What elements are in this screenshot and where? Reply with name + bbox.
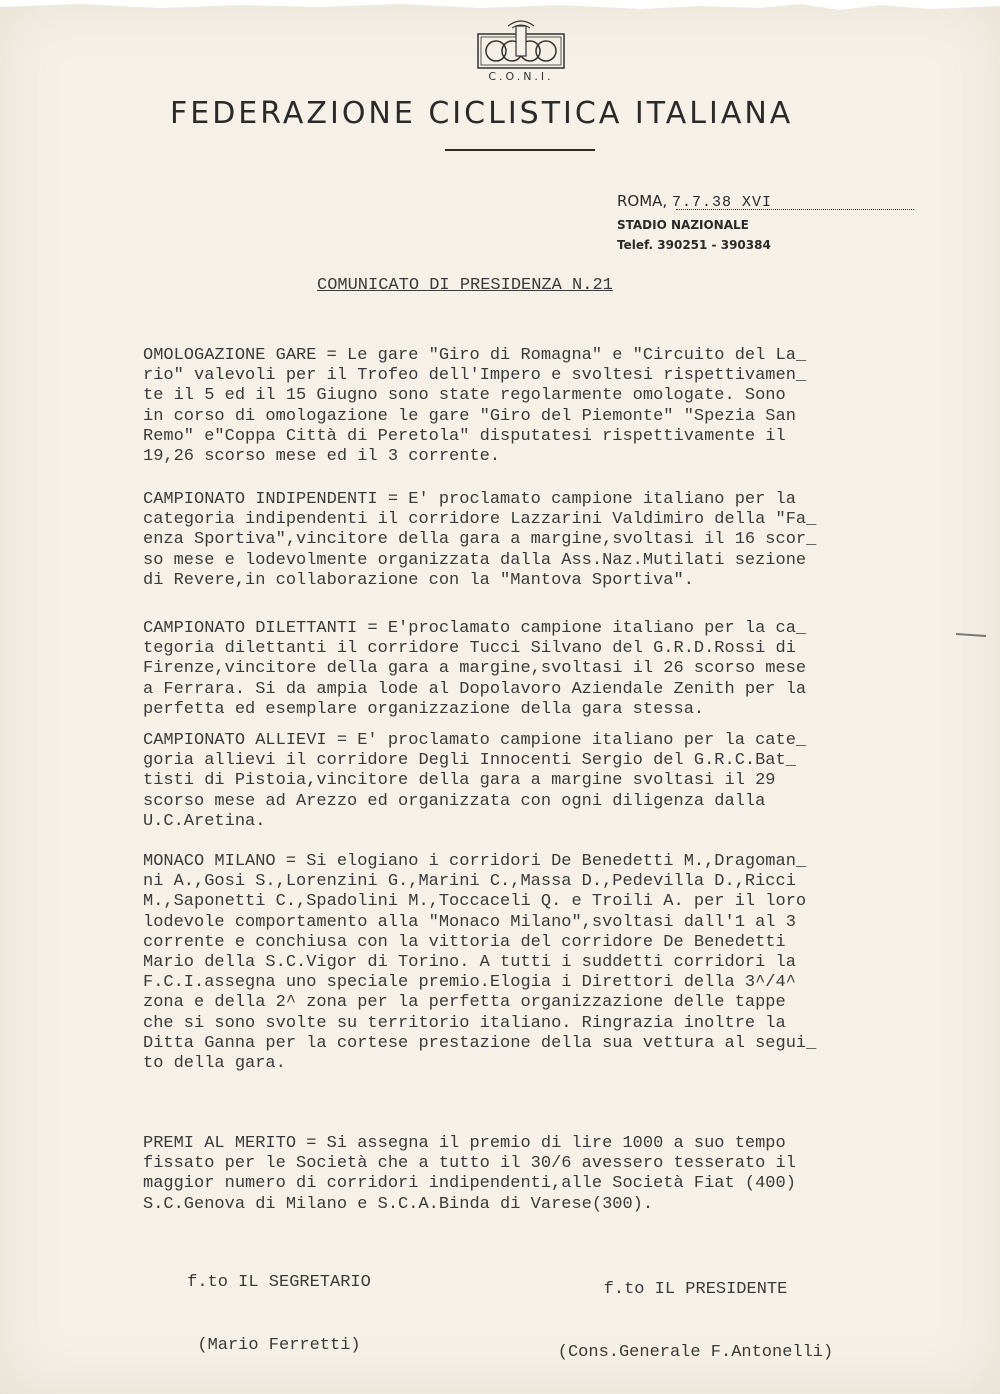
signature-president — [538, 1237, 853, 1394]
document-heading: COMUNICATO DI PRESIDENZA N.21 — [317, 276, 613, 295]
federation-name: FEDERAZIONE CICLISTICA ITALIANA — [170, 96, 794, 131]
president-title: f.to IL PRESIDENTE — [603, 1280, 788, 1299]
document-date: 7.7.38 XVI — [671, 194, 772, 211]
president-name: (Cons.Generale F.Antonelli) — [557, 1343, 834, 1362]
paragraph-dilettanti: CAMPIONATO DILETTANTI = E'proclamato campione italiano per la ca_ tegoria dilettanti il corridore Tucci Silvano del G.R.D.Rossi di Firenze,vincitore della gara a margine,svoltasi il 26 scorso mese a Ferrara. Si da ampia lode al Dopolavoro Aziendale Zenith per la perfetta ed esemplare organizzazione della gara stessa. — [143, 619, 807, 719]
date-dotted-line — [676, 209, 914, 210]
secretary-title: f.to IL SEGRETARIO — [187, 1273, 371, 1292]
place-label: ROMA, — [617, 192, 668, 210]
coni-label: C.O.N.I. — [488, 70, 554, 83]
paragraph-premi: PREMI AL MERITO = Si assegna il premio di lire 1000 a suo tempo fissato per le Società che a tutto il 30/6 avessero tesserato il maggior numero di corridori indipendenti,alle Società Fiat (400) S.C.Genova di Milano e S.C.A.Binda di Varese(300). — [143, 1134, 796, 1214]
paragraph-omologazione: OMOLOGAZIONE GARE = Le gare "Giro di Romagna" e "Circuito del La_ rio" valevoli per il Trofeo dell'Impero e svoltesi rispettivamen_ te il 5 ed il 15 Giugno sono state regolarmente omologate. Sono in corso di omologazione le gare "Giro del Piemonte" "Spezia San Remo" e"Coppa Città di Peretola" disputatesi rispettivamente il 19,26 scorso mese ed il 3 corrente. — [143, 346, 807, 467]
paragraph-allievi: CAMPIONATO ALLIEVI = E' proclamato campione italiano per la cate_ goria allievi il corridore Degli Innocenti Sergio del G.R.C.Bat_ tisti di Pistoia,vincitore della gara a margine svoltasi il 29 scorso mese ad Arezzo ed organizzata con ogni diligenza dalla U.C.Aretina. — [143, 731, 807, 831]
signature-secretary — [172, 1230, 386, 1394]
title-divider — [445, 149, 595, 151]
paragraph-monaco-milano: MONACO MILANO = Si elogiano i corridori De Benedetti M.,Dragoman_ ni A.,Gosi S.,Lorenzini G.,Marini C.,Massa D.,Pedevilla D.,Ricci M.,Saponetti C.,Spadolini M.,Toccaceli Q. e Troili A. per il loro lodevole comportamento alla "Monaco Milano",svoltasi dall'1 al 3 corrente e conchiusa con la vittoria del corridore De Benedetti Mario della S.C.Vigor di Torino. A tutti i suddetti corridori la F.C.I.assegna uno speciale premio.Elogia i Direttori della 3^/4^ zona e della 2^ zona per la perfetta organizzazione delle tappe che si sono svolte su territorio italiano. Ringrazia inoltre la Ditta Ganna per la cortese prestazione della sua vettura al segui_ to della gara. — [143, 852, 817, 1074]
margin-mark — [956, 633, 986, 637]
venue-label: STADIO NAZIONALE — [617, 218, 749, 232]
secretary-name: (Mario Ferretti) — [197, 1336, 361, 1355]
olympic-rings-emblem-icon — [472, 18, 570, 70]
torn-edge — [0, 0, 1000, 14]
phone-label: Telef. 390251 - 390384 — [617, 238, 771, 252]
paragraph-indipendenti: CAMPIONATO INDIPENDENTI = E' proclamato campione italiano per la categoria indipendenti il corridore Lazzarini Valdimiro della "Fa_ enza Sportiva",vincitore della gara a margine,svoltasi il 16 scor_ so mese e lodevolmente organizzata dalla Ass.Naz.Mutilati sezione di Revere,in collaborazione con la "Mantova Sportiva". — [143, 490, 817, 590]
